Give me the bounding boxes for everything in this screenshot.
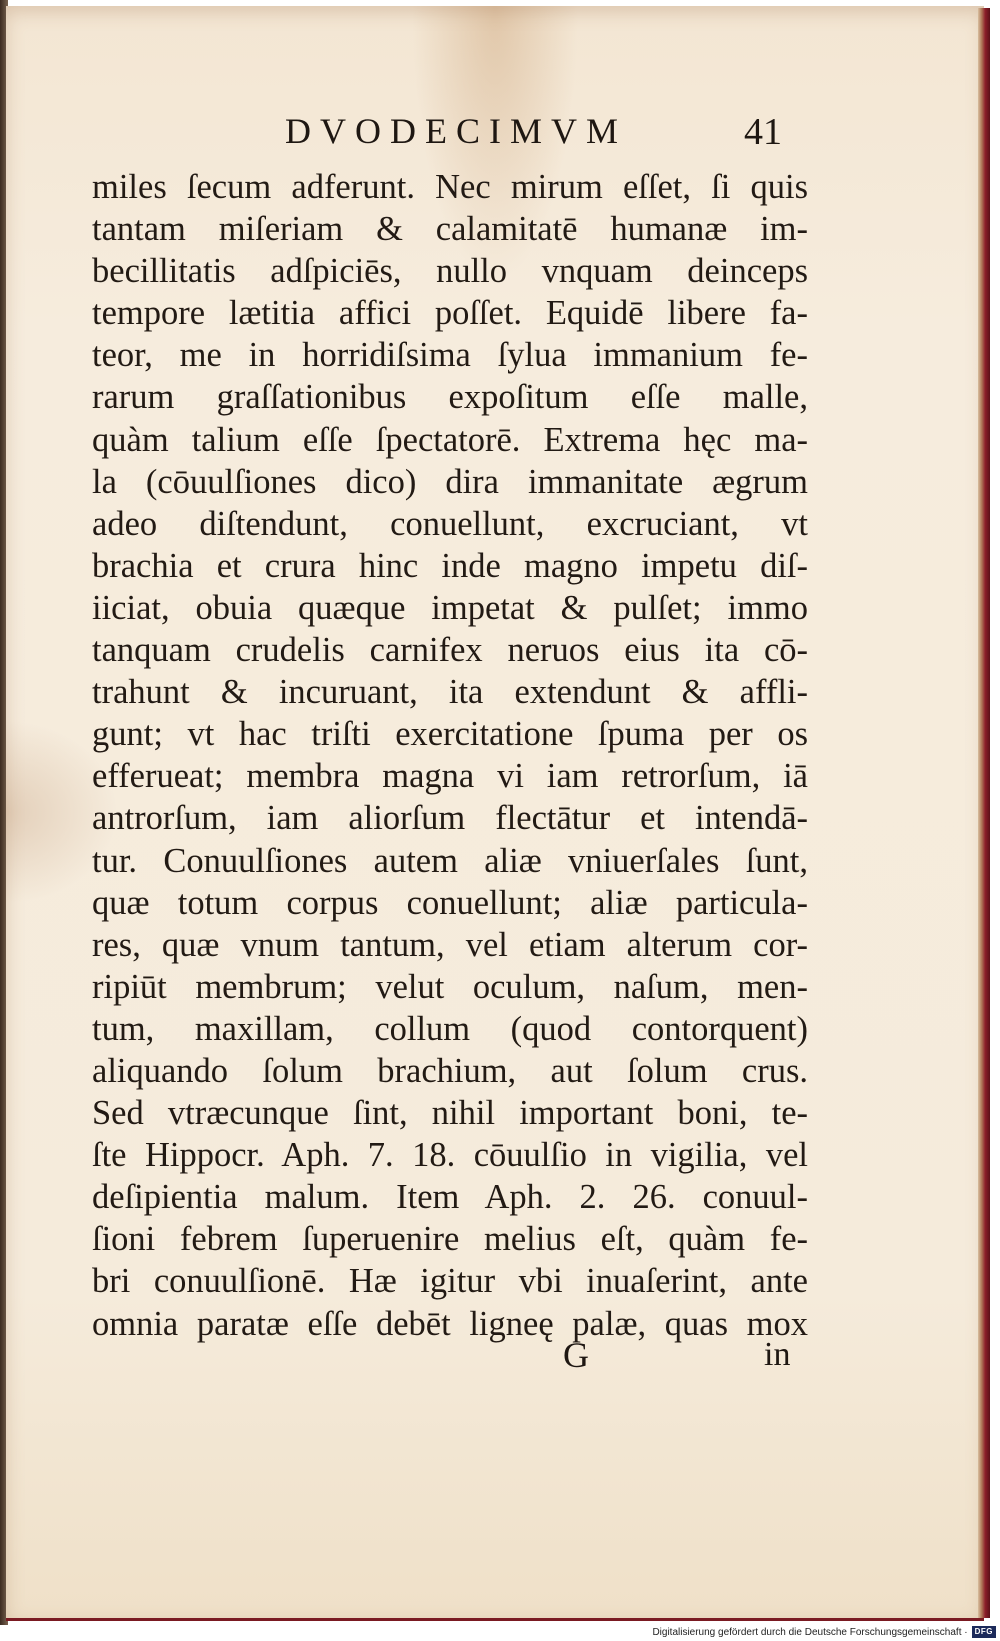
signature-mark: G [563,1335,589,1375]
text-line: bri conuulſionē. Hæ igitur vbi inuaſerint, ante [92,1262,808,1301]
running-head: DVODECIMVM [285,111,627,151]
text-line: miles ſecum adferunt. Nec mirum eſſet, ſi quis [92,168,808,206]
text-line: tum, maxillam, collum (quod contorquent) [92,1009,808,1048]
text-line: gunt; vt hac triſti exercitatione ſpuma per os [92,715,808,754]
text-line: res, quæ vnum tantum, vel etiam alterum cor- [92,925,808,964]
text-line: quæ totum corpus conuellunt; aliæ particula- [92,883,808,922]
text-line: adeo diſtendunt, conuellunt, excruciant, vt [92,504,808,543]
text-line: ſte Hippocr. Aph. 7. 18. cōuulſio in vigilia, vel [92,1136,808,1175]
text-line: iiciat, obuia quæque impetat & pulſet; immo [92,588,808,627]
digitization-credit [652,1624,996,1640]
text-line: tempore lætitia affici poſſet. Equidē libere fa- [92,294,808,333]
page-number: 41 [744,111,782,153]
text-line: rarum graſſationibus expoſitum eſſe malle, [92,378,808,417]
text-line: ripiūt membrum; velut oculum, naſum, men- [92,967,808,1006]
text-line: tantam miſeriam & calamitatē humanæ im- [92,210,808,249]
text-line: ſioni febrem ſuperuenire melius eſt, quàm fe- [92,1220,808,1259]
text-line: aliquando ſolum brachium, aut ſolum crus. [92,1051,808,1090]
text-line: becillitatis adſpiciēs, nullo vnquam deinceps [92,252,808,291]
dfg-logo-icon: DFG [972,1626,996,1638]
text-line: trahunt & incuruant, ita extendunt & affli- [92,673,808,712]
credit-text: Digitalisierung gefördert durch die Deutsche Forschungsgemeinschaft · [652,1626,968,1638]
book-page [6,6,984,1621]
text-line: tanquam crudelis carnifex neruos eius ita cō- [92,631,808,670]
text-line: Sed vtræcunque ſint, nihil important boni, te- [92,1094,808,1133]
text-line: antrorſum, iam aliorſum flectātur et intendā- [92,799,808,838]
text-line: omnia paratæ eſſe debēt ligneę palæ, quas mox [92,1304,808,1343]
text-line: deſipientia malum. Item Aph. 2. 26. conuul- [92,1178,808,1217]
text-line: efferueat; membra magna vi iam retrorſum, iā [92,757,808,796]
text-line: teor, me in horridiſsima ſylua immanium fe- [92,336,808,375]
catchword: in [764,1336,791,1373]
text-line: brachia et crura hinc inde magno impetu diſ- [92,546,808,585]
body-text [92,166,808,1345]
page-edge [978,8,990,1618]
text-line: quàm talium eſſe ſpectatorē. Extrema hęc ma- [92,420,808,459]
text-line: la (cōuulſiones dico) dira immanitate ægrum [92,462,808,501]
text-line: tur. Conuulſiones autem aliæ vniuerſales ſunt, [92,841,808,880]
